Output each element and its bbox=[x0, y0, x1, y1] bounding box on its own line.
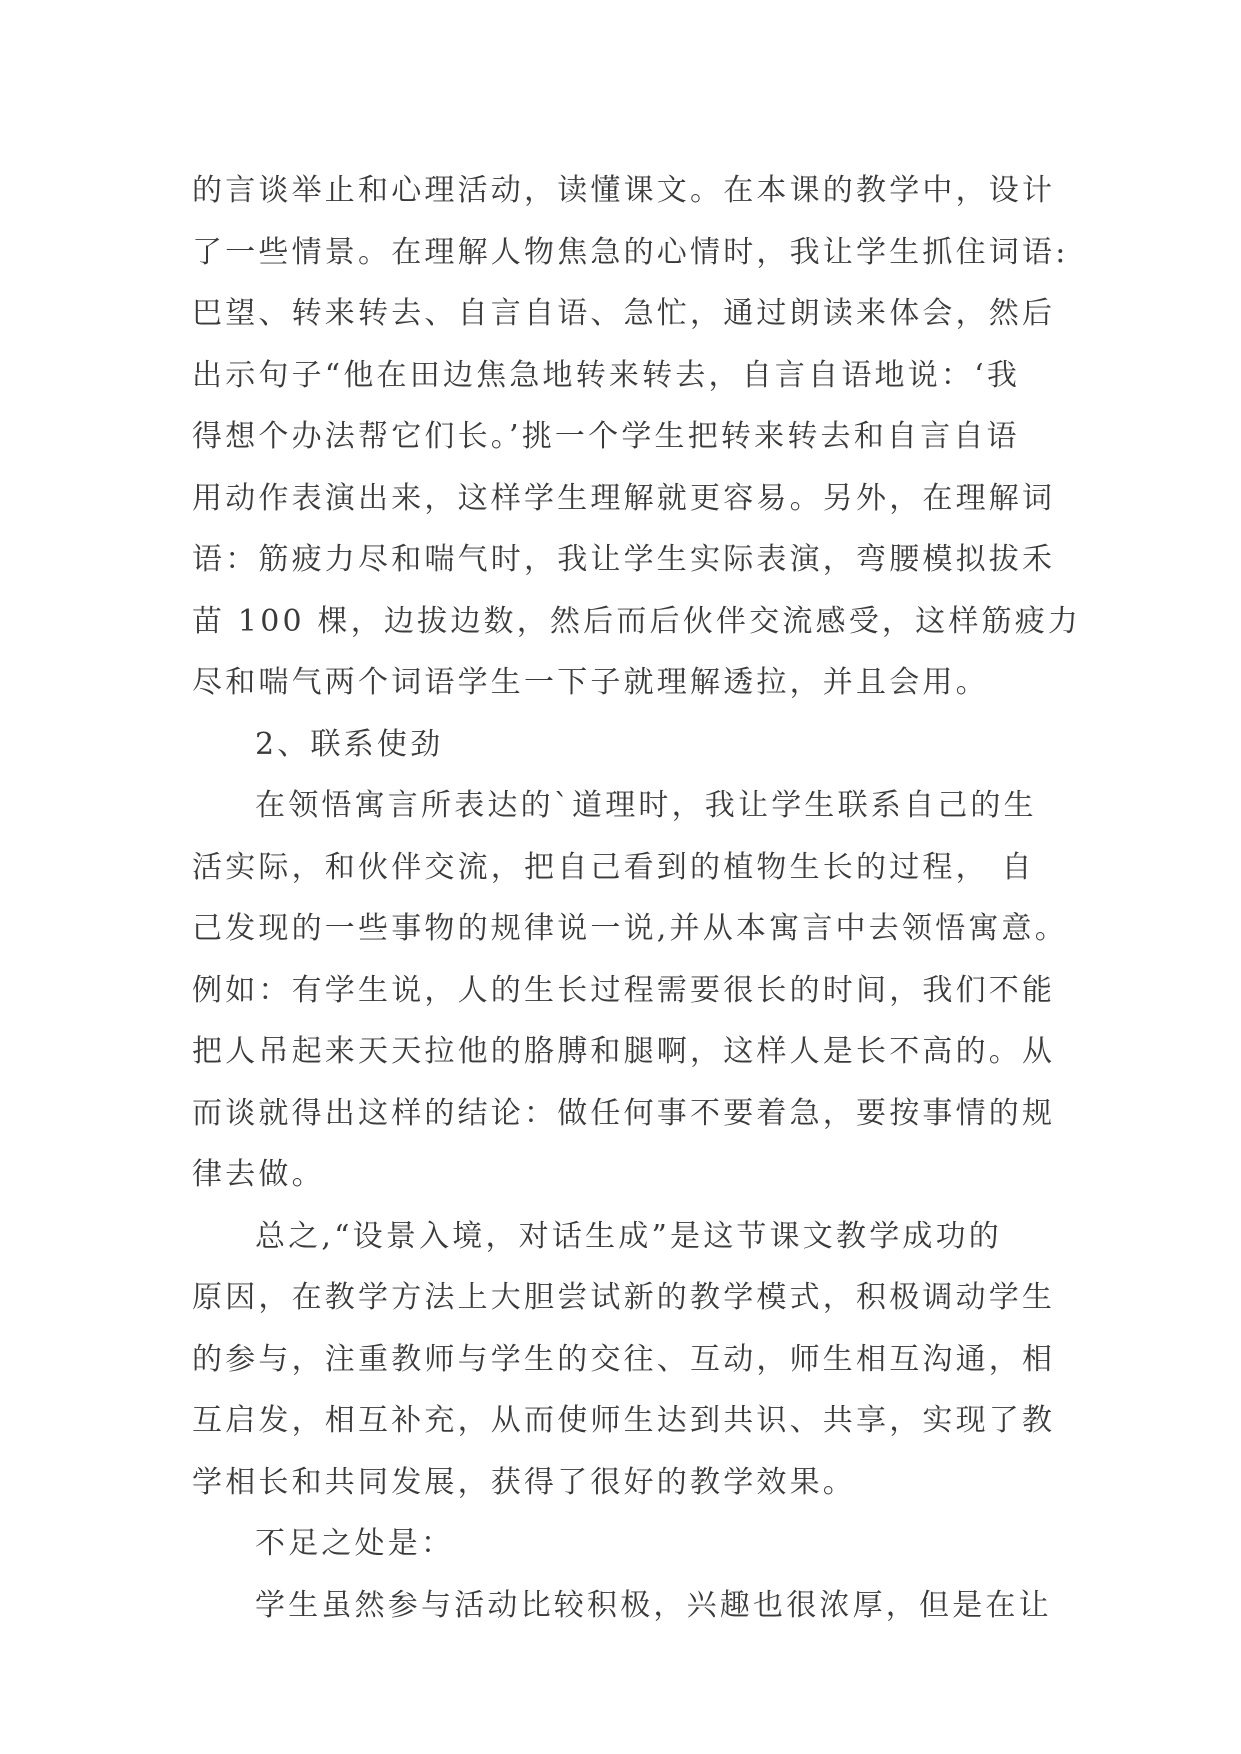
text-line: 的参与，注重教师与学生的交往、互动，师生相互沟通，相 bbox=[192, 1341, 1056, 1377]
text-line: 在领悟寓言所表达的`道理时，我让学生联系自己的生 bbox=[255, 788, 1037, 823]
text-line: 的言谈举止和心理活动，读懂课文。在本课的教学中，设计 bbox=[192, 173, 1056, 208]
text-line: 语：筋疲力尽和喘气时，我让学生实际表演，弯腰模拟拔禾 bbox=[192, 542, 1056, 577]
text-line: 出示句子“他在田边焦急地转来转去，自言自语地说：‘我 bbox=[192, 357, 1021, 393]
text-line: 苗 100 棵，边拔边数，然后而后伙伴交流感受，这样筋疲力 bbox=[192, 603, 1082, 639]
text-line: 巴望、转来转去、自言自语、急忙，通过朗读来体会，然后 bbox=[192, 296, 1056, 331]
section-heading: 2、联系使劲 bbox=[255, 726, 444, 762]
text-line: 活实际，和伙伴交流，把自己看到的植物生长的过程， 自 bbox=[192, 849, 1035, 885]
text-line: 得想个办法帮它们长。’挑一个学生把转来转去和自言自语 bbox=[192, 419, 1020, 454]
text-line: 己发现的一些事物的规律说一说,并从本寓言中去领悟寓意。 bbox=[192, 911, 1068, 946]
text-line: 不足之处是： bbox=[255, 1526, 455, 1561]
text-line: 了一些情景。在理解人物焦急的心情时，我让学生抓住词语: bbox=[192, 234, 1069, 270]
text-line: 互启发，相互补充，从而使师生达到共识、共享，实现了教 bbox=[192, 1403, 1056, 1438]
text-line: 例如：有学生说，人的生长过程需要很长的时间，我们不能 bbox=[192, 972, 1056, 1008]
text-line: 而谈就得出这样的结论：做任何事不要着急，要按事情的规 bbox=[192, 1095, 1056, 1131]
document-body bbox=[192, 160, 1082, 1636]
text-line: 学生虽然参与活动比较积极，兴趣也很浓厚，但是在让 bbox=[255, 1587, 1052, 1623]
text-line: 学相长和共同发展，获得了很好的教学效果。 bbox=[192, 1464, 856, 1500]
text-line: 把人吊起来天天拉他的胳膊和腿啊，这样人是长不高的。从 bbox=[192, 1034, 1056, 1069]
text-line: 律去做。 bbox=[192, 1157, 325, 1192]
text-line: 用动作表演出来，这样学生理解就更容易。另外，在理解词 bbox=[192, 480, 1056, 516]
text-line: 总之,“设景入境，对话生成”是这节课文教学成功的 bbox=[255, 1218, 1003, 1254]
text-line: 尽和喘气两个词语学生一下子就理解透拉，并且会用。 bbox=[192, 665, 989, 700]
text-line: 原因，在教学方法上大胆尝试新的教学模式，积极调动学生 bbox=[192, 1280, 1056, 1315]
